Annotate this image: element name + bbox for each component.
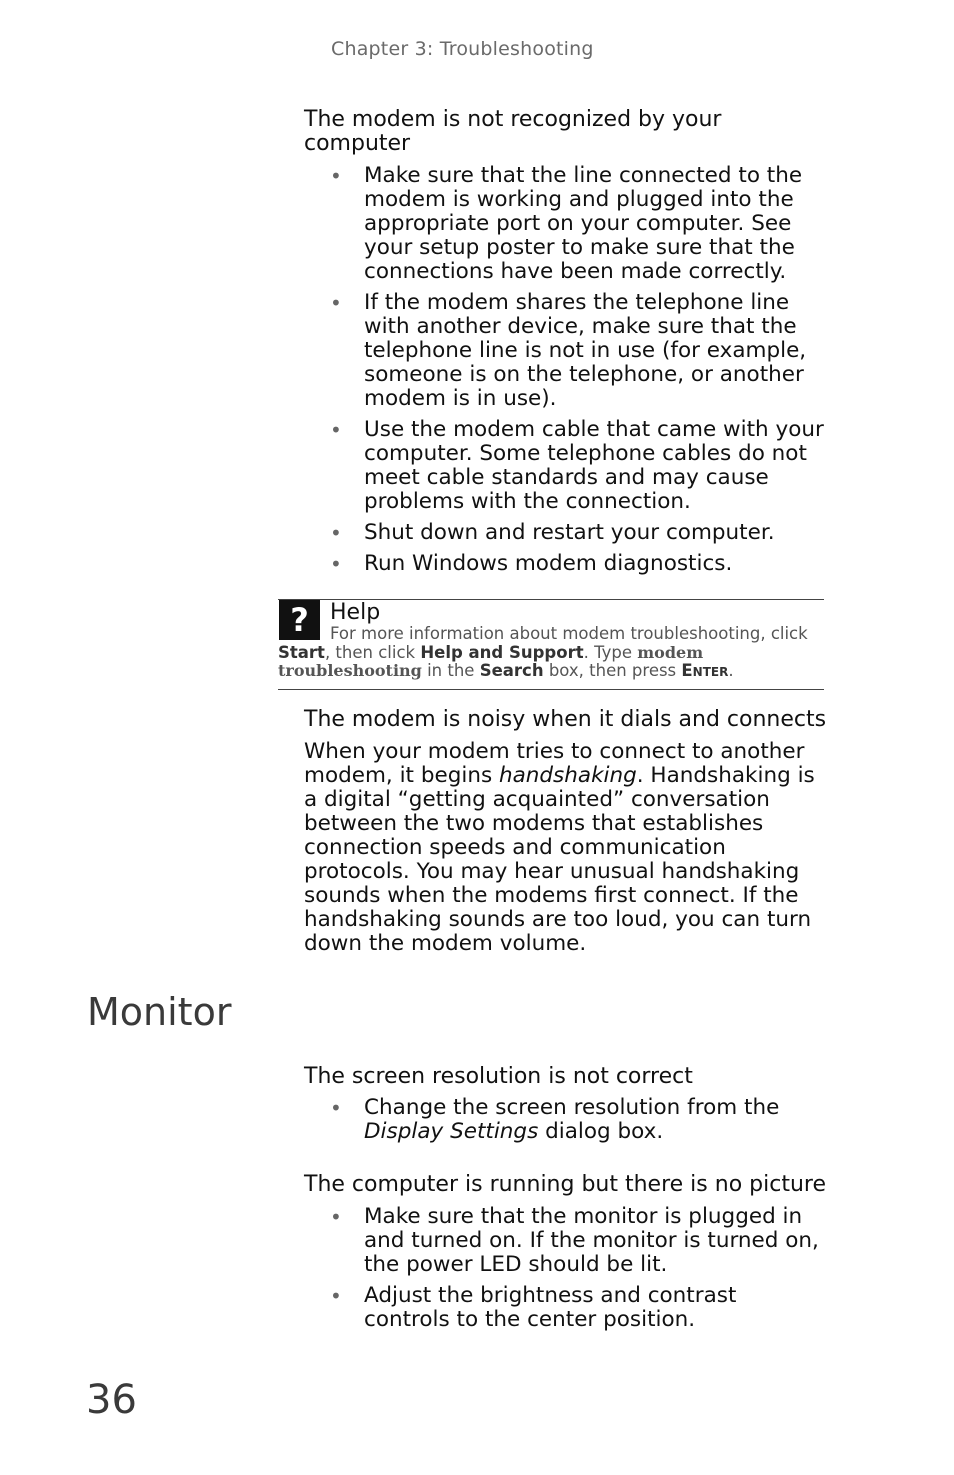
- bullet-icon: •: [330, 521, 342, 545]
- bullet-icon: •: [330, 291, 342, 315]
- subsection-heading-resolution: The screen resolution is not correct: [304, 1064, 693, 1089]
- modem-noisy-paragraph: When your modem tries to connect to another modem, it begins handshaking. Handshaking is a digital “getting acquainted” conversation between the two modems that establishes connection speeds and communication protocols. You may hear unusual handshaking sounds when the modems first connect. If the handshaking sounds are too loud, you can turn down the modem volume.: [304, 739, 815, 956]
- subsection-heading-modem-noisy: The modem is noisy when it dials and connects: [304, 707, 827, 732]
- modem-not-recognized-list: [304, 164, 824, 583]
- help-text: For more information about modem troubleshooting, click Start, then click Help and Support. Type modem troubleshooting in the Search box, then press Enter.: [278, 624, 808, 680]
- bullet-icon: •: [330, 1205, 342, 1229]
- subsection-heading-modem-not-recognized: The modem is not recognized by your computer: [304, 107, 722, 156]
- bullet-icon: •: [330, 418, 342, 442]
- help-title: Help: [330, 600, 381, 625]
- bullet-icon: •: [330, 1284, 342, 1308]
- list-item: • Change the screen resolution from the Display Settings dialog box.: [330, 1095, 780, 1144]
- subsection-heading-no-picture: The computer is running but there is no picture: [304, 1172, 826, 1197]
- running-head: Chapter 3: Troubleshooting: [331, 38, 594, 60]
- list-item: • Run Windows modem diagnostics.: [330, 551, 733, 576]
- list-item: • Make sure that the line connected to the modem is working and plugged into the appropriate port on your computer. See your setup poster to make sure that the connections have been made correctly.: [330, 163, 803, 284]
- bullet-icon: •: [330, 552, 342, 576]
- list-item: • Adjust the brightness and contrast controls to the center position.: [330, 1283, 737, 1332]
- bullet-icon: •: [330, 1096, 342, 1120]
- page-number: 36: [86, 1377, 137, 1423]
- question-mark-icon: ?: [279, 600, 320, 640]
- help-callout: [278, 599, 824, 690]
- list-item: • If the modem shares the telephone line with another device, make sure that the telephone line is not in use (for example, someone is on the telephone, or another modem is in use).: [330, 290, 807, 411]
- section-title-monitor: Monitor: [87, 990, 232, 1034]
- bullet-icon: •: [330, 164, 342, 188]
- resolution-list: [304, 1096, 824, 1151]
- list-item: • Use the modem cable that came with your computer. Some telephone cables do not meet cable standards and may cause problems with the connection.: [330, 417, 824, 514]
- no-picture-list: [304, 1205, 824, 1339]
- list-item: • Make sure that the monitor is plugged in and turned on. If the monitor is turned on, the power LED should be lit.: [330, 1204, 819, 1277]
- list-item: • Shut down and restart your computer.: [330, 520, 775, 545]
